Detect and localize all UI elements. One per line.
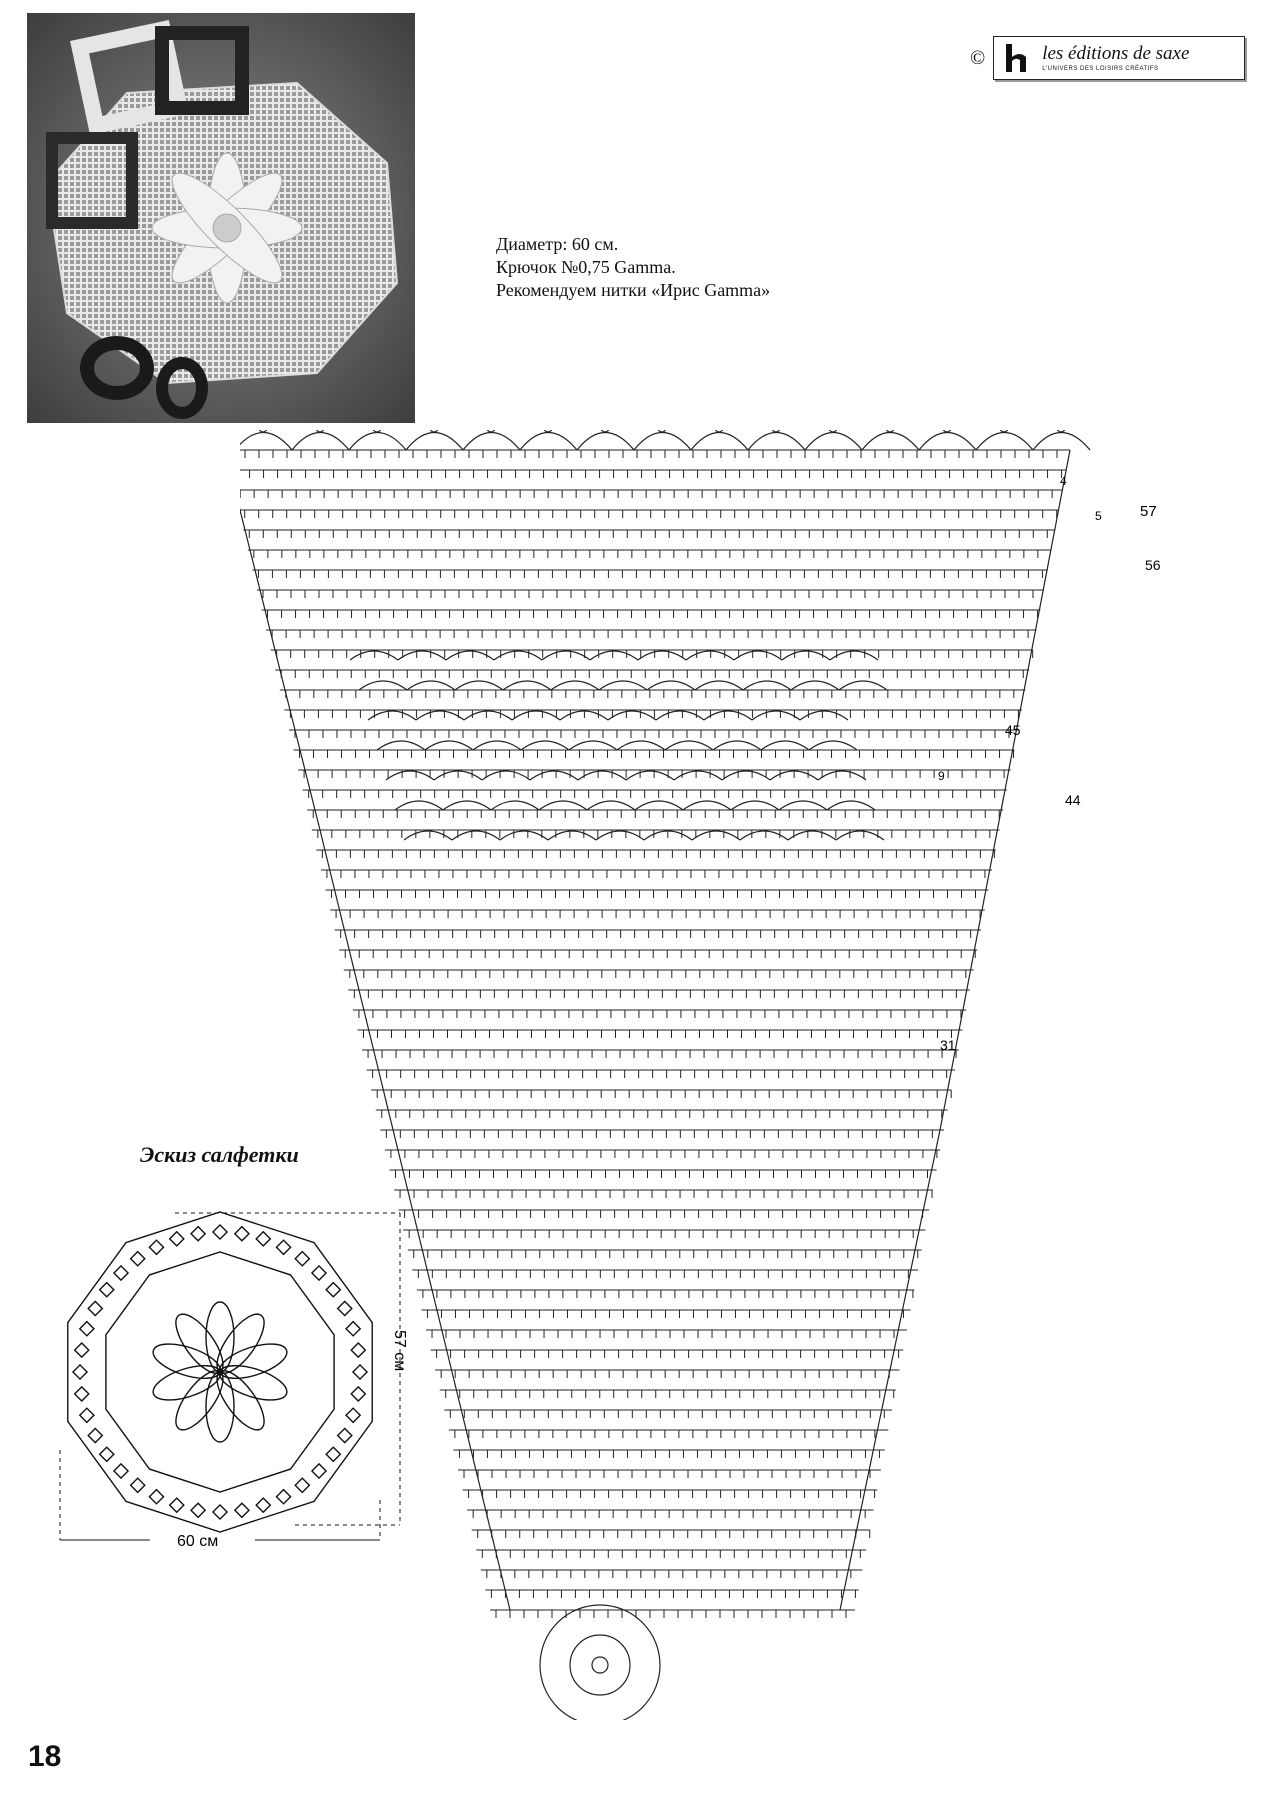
chart-scallop [349,433,406,451]
sketch-diamond [75,1343,89,1357]
sketch-diamond [346,1322,360,1336]
sketch-diamond [88,1428,102,1442]
chart-arch [530,771,578,780]
chart-picot [772,430,780,432]
chart-picot [601,430,609,432]
chart-arch [686,651,734,660]
row-label-44: 44 [1065,792,1081,808]
sketch-diamond [80,1408,94,1422]
sketch-diamond [75,1387,89,1401]
chart-arch [482,771,530,780]
page-number: 18 [28,1740,62,1773]
chart-arch [647,681,695,690]
chart-arch [836,831,884,840]
sketch-diamond [256,1232,270,1246]
publisher-name: les éditions de saxe [1042,43,1190,64]
sketch-diamond [191,1227,205,1241]
chart-arch [416,711,464,720]
chart-center-dot [592,1657,608,1673]
chart-arch [578,771,626,780]
publisher-logo [993,36,1245,80]
chart-arch [800,711,848,720]
chart-arch [407,681,455,690]
chart-picot [1000,430,1008,432]
chart-scallop [406,433,463,451]
chart-arch [542,651,590,660]
chart-arch [443,801,491,810]
sketch-diamond [170,1498,184,1512]
chart-arch [491,801,539,810]
chart-arch [608,711,656,720]
chart-arch [395,801,443,810]
sketch-diamond [100,1447,114,1461]
chart-arch [617,741,665,750]
chart-arch [818,771,866,780]
sketch-petal [149,1337,224,1385]
chart-arch [398,651,446,660]
chart-arch [599,681,647,690]
chart-arch [500,831,548,840]
sketch-petal [149,1359,224,1407]
sketch-diamond [235,1227,249,1241]
row-label-45: 45 [1005,722,1021,738]
chart-arch [674,771,722,780]
row-label-31: 31 [940,1037,956,1053]
chart-scallop [691,433,748,451]
sketch-diamond [295,1478,309,1492]
chart-picot [943,430,951,432]
sketch-diamond [256,1498,270,1512]
chart-picot [544,430,552,432]
chart-scallop [634,433,691,451]
chart-arch [569,741,617,750]
chart-arch [779,801,827,810]
chart-arch [512,711,560,720]
chart-arch [704,711,752,720]
chart-arch [638,651,686,660]
hook-text: Крючок №0,75 Gamma. [496,257,676,277]
doily-sketch [55,1200,415,1565]
chart-picot [430,430,438,432]
sketch-petal [216,1337,291,1385]
sketch-diamond [235,1503,249,1517]
chart-arch [731,801,779,810]
chart-scallop [862,433,919,451]
height-label: 57 см [391,1330,408,1372]
sketch-diamond [100,1283,114,1297]
publisher-h-icon [1000,41,1034,75]
chart-arch [827,801,875,810]
publisher-block [970,36,1245,80]
chart-scallop [463,433,520,451]
chart-scallop [1033,433,1090,451]
chart-arch [350,651,398,660]
sketch-petal [216,1359,291,1407]
chart-arch [521,741,569,750]
sketch-diamond [338,1428,352,1442]
chart-scallop [577,433,634,451]
chart-arch [752,711,800,720]
chart-arch [539,801,587,810]
chart-arch [635,801,683,810]
chart-arch [734,651,782,660]
sketch-diamond [295,1252,309,1266]
chart-picot [316,430,324,432]
chart-arch [455,681,503,690]
chart-arch [503,681,551,690]
sketch-diamond [170,1232,184,1246]
sketch-petal [206,1302,234,1372]
chart-scallop [748,433,805,451]
chart-arch [740,831,788,840]
sketch-diamond [114,1266,128,1280]
sketch-diamond [88,1301,102,1315]
chart-arch [695,681,743,690]
chart-picot [829,430,837,432]
copyright-symbol: © [970,46,986,69]
chart-arch [452,831,500,840]
chart-arch [839,681,887,690]
sketch-diamond [338,1301,352,1315]
sketch-diamond [312,1266,326,1280]
chart-picot [373,430,381,432]
sketch-diamond [351,1343,365,1357]
chart-arch [743,681,791,690]
sketch-diamond [114,1464,128,1478]
chart-arch [761,741,809,750]
chart-arch [386,771,434,780]
sketch-diamond [353,1365,367,1379]
chart-arch [590,651,638,660]
chart-scallop [976,433,1033,451]
chart-scallop [919,433,976,451]
sketch-diamond [80,1322,94,1336]
stitch-count-9: 9 [938,769,945,783]
stitch-count-4: 4 [1060,474,1067,488]
chart-arch [665,741,713,750]
publisher-tagline: L'UNIVERS DES LOISIRS CRÉATIFS [1042,66,1159,72]
chart-arch [809,741,857,750]
chart-arch [548,831,596,840]
chart-arch [722,771,770,780]
sketch-diamond [326,1447,340,1461]
doily-photo [27,13,415,423]
chart-arch [626,771,674,780]
sketch-diamond [346,1408,360,1422]
sketch-diamond [131,1478,145,1492]
chart-scallop [805,433,862,451]
chart-center-inner [570,1635,630,1695]
chart-arch [692,831,740,840]
sketch-title: Эскиз салфетки [140,1142,299,1167]
chart-scallop [520,433,577,451]
chart-arch [788,831,836,840]
chart-arch [404,831,452,840]
chart-arch [359,681,407,690]
sketch-center-dot [217,1369,223,1375]
chart-arch [791,681,839,690]
row-label-57: 57 [1140,503,1157,520]
sketch-diamond [213,1505,227,1519]
chart-picot [658,430,666,432]
sketch-diamond [276,1490,290,1504]
chart-arch [425,741,473,750]
chart-arch [587,801,635,810]
chart-picot [259,430,267,432]
chart-picot [1057,430,1065,432]
chart-picot [886,430,894,432]
chart-arch [377,741,425,750]
row-label-56: 56 [1145,557,1161,573]
stitch-count-5: 5 [1095,509,1102,523]
chart-picot [715,430,723,432]
chart-center-ring [540,1605,660,1720]
sketch-diamond [149,1240,163,1254]
specs-block [496,233,770,302]
sketch-diamond [73,1365,87,1379]
width-label: 60 см [177,1533,219,1550]
sketch-diamond [326,1283,340,1297]
sketch-diamond [312,1464,326,1478]
sketch-diamond [276,1240,290,1254]
yarn-text: Рекомендуем нитки «Ирис Gamma» [496,280,771,300]
chart-arch [683,801,731,810]
sketch-diamond [213,1225,227,1239]
sketch-diamond [131,1252,145,1266]
diameter-text: Диаметр: 60 см. [496,234,619,254]
sketch-diamond [191,1503,205,1517]
chart-arch [596,831,644,840]
sketch-diamond [149,1490,163,1504]
sketch-petal [206,1372,234,1442]
chart-scallop [292,433,349,451]
chart-arch [551,681,599,690]
chart-arch [473,741,521,750]
sketch-diamond [351,1387,365,1401]
chart-picot [487,430,495,432]
chart-arch [368,711,416,720]
chart-scallop [240,433,292,451]
chart-arch [464,711,512,720]
chart-arch [494,651,542,660]
chart-arch [830,651,878,660]
chart-arch [713,741,761,750]
